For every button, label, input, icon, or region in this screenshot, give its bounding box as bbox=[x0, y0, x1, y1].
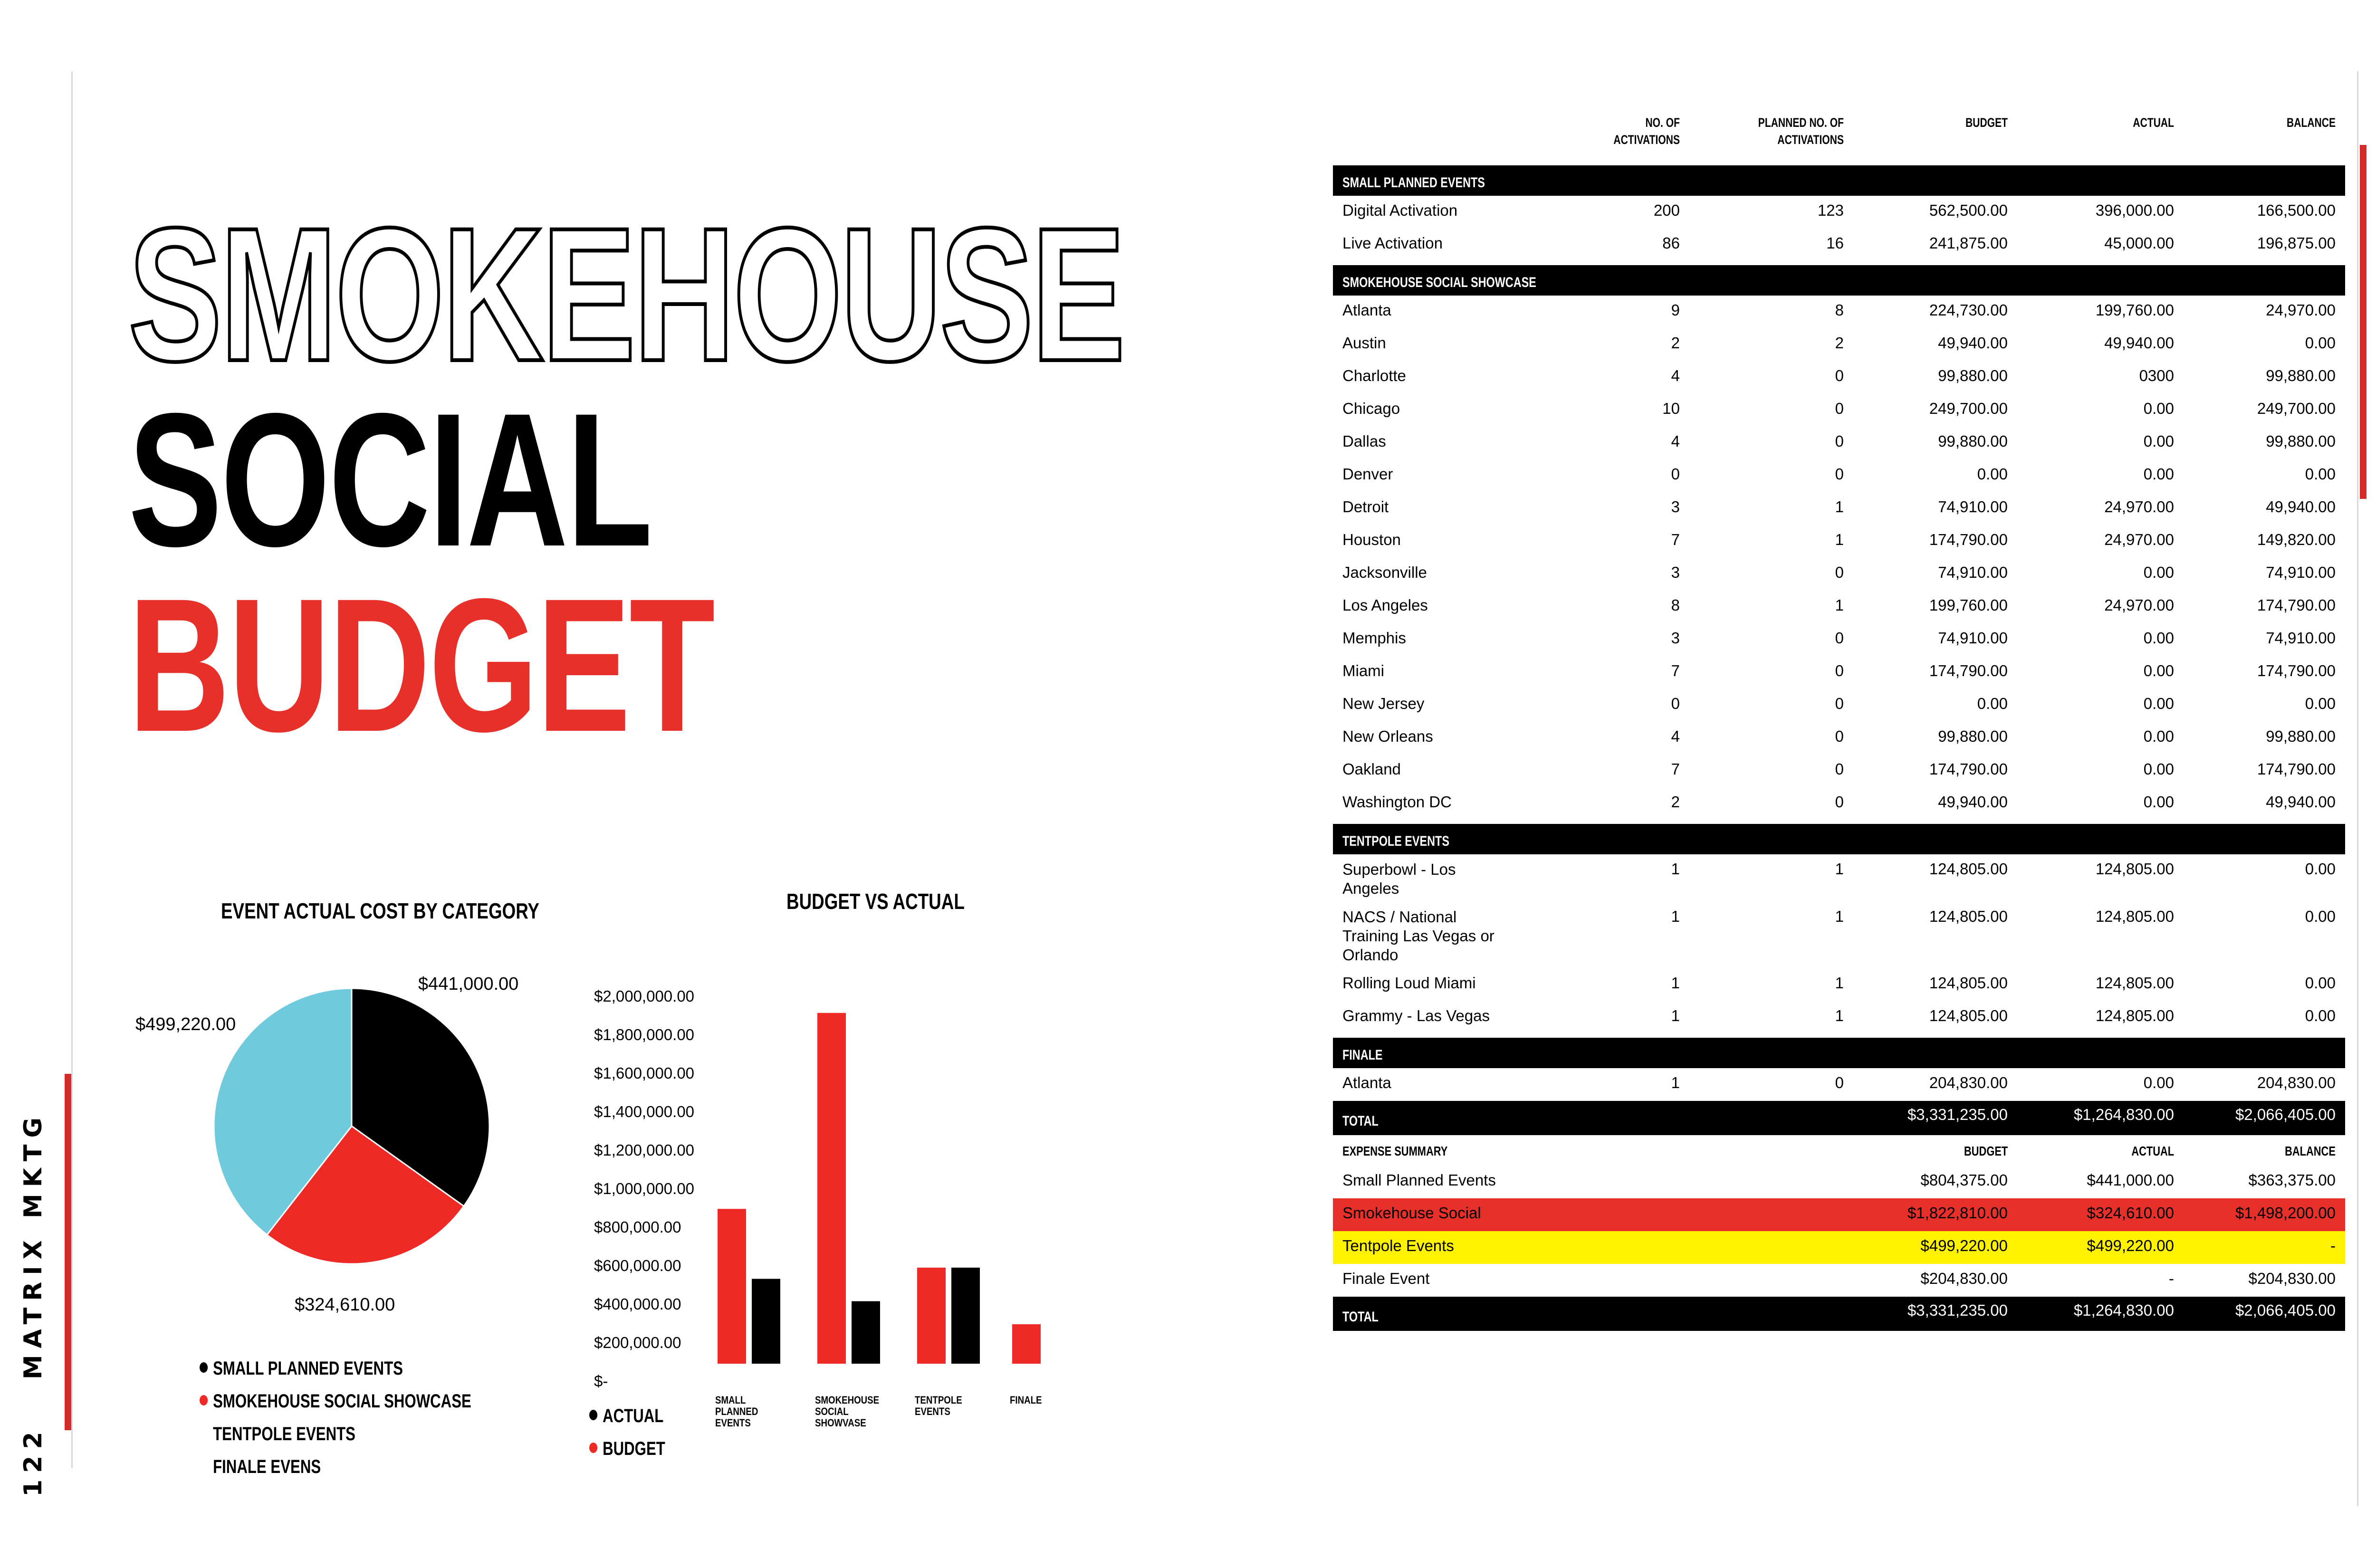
pie-legend bbox=[200, 1357, 548, 1488]
summary-cell: $1,498,200.00 bbox=[2235, 1204, 2336, 1222]
table-cell: 99,880.00 bbox=[1938, 727, 2008, 745]
table-cell: 45,000.00 bbox=[2104, 234, 2174, 252]
bar-chart-title: BUDGET VS ACTUAL bbox=[786, 889, 965, 914]
legend-item-smokehouse: SMOKEHOUSE SOCIAL SHOWCASE bbox=[200, 1389, 471, 1422]
summary-col-budget: BUDGET bbox=[1964, 1144, 2008, 1158]
row-label: Miami bbox=[1342, 662, 1384, 679]
table-row bbox=[1333, 968, 2345, 1001]
table-cell: 3 bbox=[1671, 498, 1680, 516]
summary-label: Finale Event bbox=[1342, 1270, 1430, 1287]
table-cell: 0.00 bbox=[1977, 465, 2008, 483]
table-cell: 2 bbox=[1671, 334, 1680, 352]
row-label: Los Angeles bbox=[1342, 596, 1428, 614]
table-cell: 174,790.00 bbox=[1929, 662, 2008, 679]
y-tick-label: $2,000,000.00 bbox=[594, 987, 695, 1005]
table-cell: 1 bbox=[1835, 1007, 1844, 1024]
summary-row bbox=[1333, 1231, 2345, 1264]
table-cell: 0.00 bbox=[2305, 974, 2336, 992]
summary-cell: $324,610.00 bbox=[2087, 1204, 2174, 1222]
summary-cell: $204,830.00 bbox=[2248, 1270, 2336, 1287]
x-category-label: SMOKEHOUSE SOCIAL SHOWVASE bbox=[815, 1394, 880, 1429]
table-cell: 0.00 bbox=[2143, 727, 2174, 745]
table-cell: 49,940.00 bbox=[1938, 334, 2008, 352]
y-tick-label: $1,600,000.00 bbox=[594, 1064, 695, 1082]
row-label: New Orleans bbox=[1342, 727, 1433, 745]
table-cell: 4 bbox=[1671, 367, 1680, 384]
table-cell: 1 bbox=[1835, 908, 1844, 925]
total-label: TOTAL bbox=[1342, 1113, 1379, 1129]
table-cell: 249,700.00 bbox=[2257, 400, 2336, 417]
table-cell: 99,880.00 bbox=[1938, 367, 2008, 384]
table-cell: 0 bbox=[1835, 400, 1844, 417]
table-cell: 204,830.00 bbox=[1929, 1074, 2008, 1091]
table-row bbox=[1333, 361, 2345, 394]
row-label: Live Activation bbox=[1342, 234, 1443, 252]
y-tick-label: $1,200,000.00 bbox=[594, 1141, 695, 1159]
title-line-1: SMOKEHOUSE bbox=[128, 188, 1123, 401]
table-cell: 124,805.00 bbox=[2095, 860, 2174, 878]
table-row bbox=[1333, 1068, 2345, 1101]
table-cell: 0.00 bbox=[2143, 760, 2174, 778]
section-title: FINALE bbox=[1342, 1047, 1383, 1063]
y-tick-label: $1,000,000.00 bbox=[594, 1180, 695, 1197]
table-cell: 1 bbox=[1835, 974, 1844, 992]
table-cell: 0 bbox=[1835, 564, 1844, 581]
bar-actual-2 bbox=[852, 1301, 880, 1364]
y-tick-label: $400,000.00 bbox=[594, 1295, 681, 1313]
table-cell: 200 bbox=[1653, 201, 1680, 219]
left-margin-rule bbox=[71, 71, 73, 1468]
right-accent-bar bbox=[2360, 145, 2366, 499]
x-category-label: TENTPOLE EVENTS bbox=[915, 1394, 962, 1417]
table-cell: 0 bbox=[1835, 727, 1844, 745]
y-tick-label: $- bbox=[594, 1372, 608, 1390]
table-row bbox=[1333, 722, 2345, 755]
legend-item-small-planned: SMALL PLANNED EVENTS bbox=[200, 1357, 471, 1389]
y-tick-label: $800,000.00 bbox=[594, 1218, 681, 1236]
bar-budget-3 bbox=[917, 1268, 946, 1364]
table-cell: 9 bbox=[1671, 301, 1680, 319]
x-category-label: SMALL PLANNED EVENTS bbox=[715, 1394, 758, 1429]
y-tick-label: $600,000.00 bbox=[594, 1257, 681, 1274]
x-category-label: FINALE bbox=[1010, 1394, 1042, 1406]
table-cell: 124,805.00 bbox=[1929, 1007, 2008, 1024]
table-row bbox=[1333, 902, 2345, 968]
summary-total-actual: $1,264,830.00 bbox=[2073, 1301, 2174, 1319]
row-label: Memphis bbox=[1342, 629, 1406, 647]
summary-body bbox=[1333, 1166, 2345, 1297]
row-label: Detroit bbox=[1342, 498, 1389, 516]
summary-label: Small Planned Events bbox=[1342, 1171, 1496, 1189]
bar-actual-3 bbox=[951, 1268, 980, 1364]
y-tick-label: $1,400,000.00 bbox=[594, 1103, 695, 1120]
col-header-planned: PLANNED NO. OF ACTIVATIONS bbox=[1758, 115, 1844, 147]
summary-cell: $363,375.00 bbox=[2248, 1171, 2336, 1189]
pie-label-tentpole: $499,220.00 bbox=[135, 1014, 236, 1034]
table-cell: 4 bbox=[1671, 432, 1680, 450]
table-cell: 124,805.00 bbox=[1929, 974, 2008, 992]
table-cell: 0.00 bbox=[2143, 432, 2174, 450]
table-cell: 149,820.00 bbox=[2257, 531, 2336, 548]
legend-item-actual: ACTUAL bbox=[589, 1404, 665, 1437]
summary-header-row bbox=[1333, 1135, 2345, 1166]
bar-budget-2 bbox=[817, 1013, 846, 1364]
table-cell: 1 bbox=[1671, 1074, 1680, 1091]
table-cell: 7 bbox=[1671, 760, 1680, 778]
bar-budget-4 bbox=[1012, 1324, 1041, 1364]
row-label: Houston bbox=[1342, 531, 1401, 548]
bar-chart bbox=[708, 979, 1060, 1387]
legend-red-dot-icon bbox=[200, 1395, 208, 1405]
table-cell: 24,970.00 bbox=[2266, 301, 2336, 319]
row-label: Denver bbox=[1342, 465, 1393, 483]
table-cell: 0 bbox=[1671, 695, 1680, 712]
table-cell: 562,500.00 bbox=[1929, 201, 2008, 219]
table-cell: 124,805.00 bbox=[1929, 908, 2008, 925]
col-header-activations: NO. OF ACTIVATIONS bbox=[1613, 115, 1680, 147]
summary-cell: - bbox=[2330, 1237, 2336, 1254]
table-cell: 8 bbox=[1835, 301, 1844, 319]
table-cell: 0.00 bbox=[2305, 860, 2336, 878]
table-cell: 74,910.00 bbox=[1938, 564, 2008, 581]
table-cell: 174,790.00 bbox=[2257, 662, 2336, 679]
summary-cell: - bbox=[2169, 1270, 2174, 1287]
table-row bbox=[1333, 591, 2345, 623]
table-header-row bbox=[1333, 114, 2345, 162]
table-cell: 0 bbox=[1835, 629, 1844, 647]
col-header-budget: BUDGET bbox=[1965, 115, 2008, 130]
table-cell: 0.00 bbox=[2143, 465, 2174, 483]
table-cell: 123 bbox=[1817, 201, 1844, 219]
row-label: Grammy - Las Vegas bbox=[1342, 1007, 1490, 1024]
col-header-balance: BALANCE bbox=[2287, 115, 2336, 130]
table-cell: 86 bbox=[1662, 234, 1680, 252]
section-header bbox=[1333, 165, 2345, 196]
table-cell: 0 bbox=[1835, 465, 1844, 483]
table-cell: 0.00 bbox=[2305, 465, 2336, 483]
table-cell: 0 bbox=[1835, 760, 1844, 778]
table-row bbox=[1333, 623, 2345, 656]
table-cell: 49,940.00 bbox=[2104, 334, 2174, 352]
table-cell: 174,790.00 bbox=[1929, 760, 2008, 778]
table-cell: 0.00 bbox=[2143, 629, 2174, 647]
table-row bbox=[1333, 525, 2345, 558]
table-cell: 174,790.00 bbox=[1929, 531, 2008, 548]
table-cell: 24,970.00 bbox=[2104, 596, 2174, 614]
row-label: NACS / National Training Las Vegas or Orlando bbox=[1342, 908, 1495, 964]
table-cell: 10 bbox=[1662, 400, 1680, 417]
table-row bbox=[1333, 328, 2345, 361]
section-header bbox=[1333, 824, 2345, 854]
summary-label: Smokehouse Social bbox=[1342, 1204, 1481, 1222]
table-cell: 2 bbox=[1671, 793, 1680, 811]
row-label: Charlotte bbox=[1342, 367, 1406, 384]
table-cell: 0.00 bbox=[2305, 695, 2336, 712]
row-label: Superbowl - Los Angeles bbox=[1342, 860, 1456, 897]
table-cell: 0.00 bbox=[2305, 908, 2336, 925]
table-cell: 0 bbox=[1835, 793, 1844, 811]
table-cell: 0 bbox=[1835, 432, 1844, 450]
table-cell: 0.00 bbox=[2143, 564, 2174, 581]
col-header-actual: ACTUAL bbox=[2133, 115, 2174, 130]
table-cell: 0.00 bbox=[2305, 1007, 2336, 1024]
table-cell: 124,805.00 bbox=[2095, 1007, 2174, 1024]
table-row bbox=[1333, 459, 2345, 492]
right-margin-rule bbox=[2357, 71, 2358, 1506]
table-cell: 0 bbox=[1835, 662, 1844, 679]
table-cell: 224,730.00 bbox=[1929, 301, 2008, 319]
summary-total-label: TOTAL bbox=[1342, 1309, 1379, 1325]
table-cell: 24,970.00 bbox=[2104, 531, 2174, 548]
row-label: Oakland bbox=[1342, 760, 1401, 778]
row-label: Washington DC bbox=[1342, 793, 1452, 811]
table-cell: 1 bbox=[1835, 860, 1844, 878]
summary-total-balance: $2,066,405.00 bbox=[2235, 1301, 2336, 1319]
table-cell: 0.00 bbox=[2305, 334, 2336, 352]
summary-cell: $204,830.00 bbox=[1920, 1270, 2008, 1287]
total-actual: $1,264,830.00 bbox=[2073, 1106, 2174, 1123]
table-row bbox=[1333, 492, 2345, 525]
summary-cell: $441,000.00 bbox=[2087, 1171, 2174, 1189]
bar-budget-1 bbox=[718, 1209, 746, 1364]
table-cell: 174,790.00 bbox=[2257, 760, 2336, 778]
table-row bbox=[1333, 1001, 2345, 1034]
summary-col-balance: BALANCE bbox=[2285, 1144, 2336, 1158]
row-label: New Jersey bbox=[1342, 695, 1425, 712]
title-line-2: SOCIAL bbox=[128, 373, 651, 586]
table-cell: 199,760.00 bbox=[1929, 596, 2008, 614]
summary-col-actual: ACTUAL bbox=[2131, 1144, 2174, 1158]
table-row bbox=[1333, 689, 2345, 722]
table-cell: 49,940.00 bbox=[2266, 498, 2336, 516]
table-cell: 99,880.00 bbox=[2266, 727, 2336, 745]
table-cell: 16 bbox=[1826, 234, 1844, 252]
row-label: Austin bbox=[1342, 334, 1386, 352]
table-total-row bbox=[1333, 1101, 2345, 1135]
table-cell: 124,805.00 bbox=[2095, 908, 2174, 925]
table-cell: 4 bbox=[1671, 727, 1680, 745]
pie-chart-title: EVENT ACTUAL COST BY CATEGORY bbox=[221, 899, 539, 923]
title-line-3: BUDGET bbox=[128, 559, 714, 771]
table-cell: 196,875.00 bbox=[2257, 234, 2336, 252]
table-cell: 99,880.00 bbox=[2266, 432, 2336, 450]
section-title: SMOKEHOUSE SOCIAL SHOWCASE bbox=[1342, 275, 1536, 290]
table-cell: 3 bbox=[1671, 629, 1680, 647]
left-page-label: MATRIX MKTG bbox=[19, 1110, 48, 1380]
table-cell: 0 bbox=[1671, 465, 1680, 483]
summary-row bbox=[1333, 1264, 2345, 1297]
row-label: Atlanta bbox=[1342, 1074, 1391, 1091]
summary-title: EXPENSE SUMMARY bbox=[1342, 1144, 1448, 1158]
table-cell: 249,700.00 bbox=[1929, 400, 2008, 417]
table-cell: 1 bbox=[1835, 531, 1844, 548]
table-cell: 74,910.00 bbox=[2266, 564, 2336, 581]
table-cell: 1 bbox=[1835, 498, 1844, 516]
table-cell: 0 bbox=[1835, 367, 1844, 384]
legend-red-dot-icon bbox=[589, 1443, 597, 1453]
table-row bbox=[1333, 755, 2345, 787]
row-label: Chicago bbox=[1342, 400, 1400, 417]
table-cell: 1 bbox=[1671, 860, 1680, 878]
legend-black-dot-icon bbox=[589, 1410, 597, 1420]
table-row bbox=[1333, 656, 2345, 689]
table-cell: 74,910.00 bbox=[1938, 498, 2008, 516]
section-title: TENTPOLE EVENTS bbox=[1342, 833, 1449, 849]
table-body bbox=[1333, 165, 2345, 1101]
summary-cell: $499,220.00 bbox=[1920, 1237, 2008, 1254]
table-cell: 99,880.00 bbox=[1938, 432, 2008, 450]
y-tick-label: $1,800,000.00 bbox=[594, 1026, 695, 1043]
pie-label-smokehouse: $324,610.00 bbox=[295, 1295, 395, 1315]
legend-black-dot-icon bbox=[200, 1362, 208, 1373]
table-cell: 241,875.00 bbox=[1929, 234, 2008, 252]
table-row bbox=[1333, 229, 2345, 261]
legend-item-tentpole: TENTPOLE EVENTS bbox=[213, 1424, 355, 1444]
table-cell: 49,940.00 bbox=[1938, 793, 2008, 811]
section-title: SMALL PLANNED EVENTS bbox=[1342, 175, 1485, 191]
row-label: Dallas bbox=[1342, 432, 1386, 450]
table-cell: 24,970.00 bbox=[2104, 498, 2174, 516]
total-budget: $3,331,235.00 bbox=[1907, 1106, 2008, 1123]
legend-item-finale: FINALE EVENS bbox=[213, 1456, 321, 1477]
bar-legend bbox=[589, 1404, 687, 1470]
summary-row bbox=[1333, 1198, 2345, 1231]
table-cell: 1 bbox=[1671, 908, 1680, 925]
table-cell: 396,000.00 bbox=[2095, 201, 2174, 219]
total-balance: $2,066,405.00 bbox=[2235, 1106, 2336, 1123]
table-cell: 7 bbox=[1671, 662, 1680, 679]
table-cell: 2 bbox=[1835, 334, 1844, 352]
table-cell: 124,805.00 bbox=[2095, 974, 2174, 992]
summary-total-row bbox=[1333, 1297, 2345, 1331]
table-row bbox=[1333, 296, 2345, 328]
table-cell: 0.00 bbox=[2143, 662, 2174, 679]
bar-actual-1 bbox=[752, 1279, 780, 1364]
table-cell: 3 bbox=[1671, 564, 1680, 581]
left-page-footer bbox=[19, 1111, 48, 1497]
table-cell: 74,910.00 bbox=[1938, 629, 2008, 647]
table-cell: 199,760.00 bbox=[2095, 301, 2174, 319]
table-cell: 99,880.00 bbox=[2266, 367, 2336, 384]
table-cell: 204,830.00 bbox=[2257, 1074, 2336, 1091]
y-tick-label: $200,000.00 bbox=[594, 1334, 681, 1351]
left-accent-bar bbox=[65, 1074, 71, 1430]
table-row bbox=[1333, 394, 2345, 427]
pie-label-small-planned: $441,000.00 bbox=[418, 974, 519, 994]
summary-cell: $804,375.00 bbox=[1920, 1171, 2008, 1189]
legend-item-budget: BUDGET bbox=[589, 1437, 665, 1470]
table-row bbox=[1333, 427, 2345, 459]
table-row bbox=[1333, 787, 2345, 820]
table-cell: 74,910.00 bbox=[2266, 629, 2336, 647]
table-cell: 124,805.00 bbox=[1929, 860, 2008, 878]
budget-table bbox=[1333, 114, 2345, 1331]
summary-cell: $499,220.00 bbox=[2087, 1237, 2174, 1254]
summary-row bbox=[1333, 1166, 2345, 1198]
row-label: Atlanta bbox=[1342, 301, 1391, 319]
summary-label: Tentpole Events bbox=[1342, 1237, 1454, 1254]
section-header bbox=[1333, 1038, 2345, 1068]
table-cell: 166,500.00 bbox=[2257, 201, 2336, 219]
section-header bbox=[1333, 265, 2345, 296]
table-cell: 174,790.00 bbox=[2257, 596, 2336, 614]
table-cell: 1 bbox=[1671, 974, 1680, 992]
table-row bbox=[1333, 196, 2345, 229]
table-cell: 0 bbox=[1835, 1074, 1844, 1091]
table-cell: 49,940.00 bbox=[2266, 793, 2336, 811]
table-cell: 0300 bbox=[2139, 367, 2174, 384]
table-cell: 1 bbox=[1835, 596, 1844, 614]
table-cell: 8 bbox=[1671, 596, 1680, 614]
table-cell: 0.00 bbox=[2143, 695, 2174, 712]
pie-chart bbox=[209, 984, 494, 1269]
row-label: Digital Activation bbox=[1342, 201, 1458, 219]
table-cell: 0.00 bbox=[2143, 793, 2174, 811]
table-row bbox=[1333, 558, 2345, 591]
table-row bbox=[1333, 854, 2345, 902]
table-cell: 7 bbox=[1671, 531, 1680, 548]
left-page-number: 122 bbox=[19, 1425, 48, 1497]
summary-cell: $1,822,810.00 bbox=[1907, 1204, 2008, 1222]
table-cell: 0 bbox=[1835, 695, 1844, 712]
table-cell: 1 bbox=[1671, 1007, 1680, 1024]
table-cell: 0.00 bbox=[2143, 400, 2174, 417]
row-label: Rolling Loud Miami bbox=[1342, 974, 1476, 992]
row-label: Jacksonville bbox=[1342, 564, 1427, 581]
table-cell: 0.00 bbox=[2143, 1074, 2174, 1091]
table-cell: 0.00 bbox=[1977, 695, 2008, 712]
summary-total-budget: $3,331,235.00 bbox=[1907, 1301, 2008, 1319]
